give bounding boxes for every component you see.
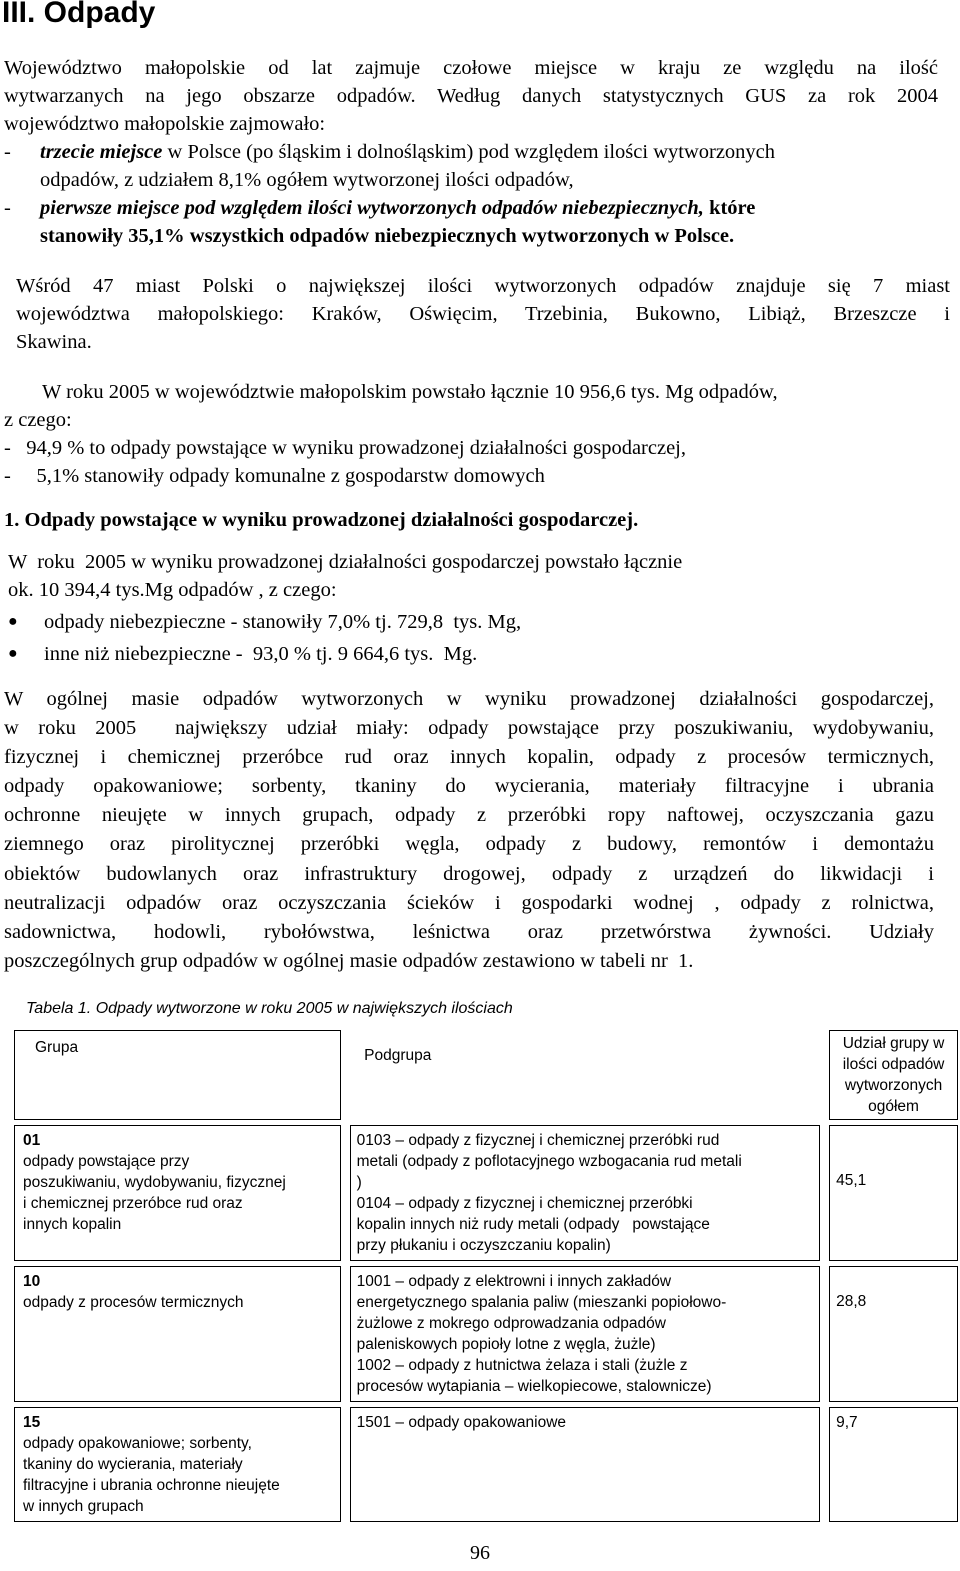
overall-paragraph — [4, 685, 934, 976]
overall-line: obiektów budowlanych oraz infrastruktury drogowej, odpady z urządzeń do likwidacji i — [4, 862, 934, 885]
group-code: 15 — [23, 1414, 41, 1431]
share-cell — [830, 1267, 958, 1402]
overall-line: ochronne nieujęte w innych grupach, odpady z przeróbki ropy naftowej, oczyszczania gazu — [4, 804, 934, 827]
year-2005-paragraph — [4, 378, 944, 490]
rank-item-third-text — [40, 138, 775, 166]
header-subgroup — [350, 1031, 820, 1120]
header-share — [830, 1031, 958, 1120]
group-line: odpady opakowaniowe; sorbenty, — [23, 1435, 252, 1452]
subgroup-line: 0103 – odpady z fizycznej i chemicznej przeróbki rud — [356, 1132, 720, 1149]
subgroup-line: energetycznego spalania paliw (mieszanki popiołowo- — [356, 1294, 727, 1311]
header-group — [15, 1031, 341, 1120]
group-line: i chemicznej przeróbce rud oraz — [23, 1195, 243, 1212]
subgroup-line: żużlowe z mokrego odprowadzania odpadów — [356, 1315, 666, 1332]
subgroup-line: metali (odpady z poflotacyjnego wzbogacania rud metali — [356, 1153, 742, 1170]
bullet-text: inne niż niebezpieczne - 93,0 % tj. 9 664,6 tys. Mg. — [44, 643, 478, 665]
year-2005-item: - 5,1% stanowiły odpady komunalne z gospodarstw domowych — [4, 465, 545, 487]
intro-paragraph — [4, 54, 938, 138]
section1-paragraph — [8, 548, 908, 604]
rank-item-first-text — [40, 194, 755, 222]
bullet-icon: ● — [8, 645, 18, 662]
subgroup-line: 1001 – odpady z elektrowni i innych zakładów — [356, 1273, 672, 1290]
group-line: innych kopalin — [23, 1216, 122, 1233]
section1-line: W roku 2005 w wyniku prowadzonej działalności gospodarczej powstało łącznie — [8, 551, 683, 573]
table-row — [15, 1408, 958, 1522]
group-line: poszukiwaniu, wydobywaniu, fizycznej — [23, 1174, 286, 1191]
group-code: 01 — [23, 1132, 41, 1149]
group-cell — [15, 1408, 341, 1522]
rank-first-rest: które — [703, 197, 756, 219]
subgroup-line: 1501 – odpady opakowaniowe — [356, 1414, 567, 1431]
rank-first-line2: stanowiły 35,1% wszystkich odpadów niebezpiecznych wytworzonych w Polsce. — [40, 225, 735, 247]
rank-third-rest: w Polsce (po śląskim i dolnośląskim) pod względem ilości wytworzonych — [162, 141, 776, 163]
rank-item-first — [4, 194, 938, 250]
year-2005-item: - 94,9 % to odpady powstające w wyniku prowadzonej działalności gospodarczej, — [4, 437, 686, 459]
group-line: tkaniny do wycierania, materiały — [23, 1456, 243, 1473]
list-item — [0, 608, 900, 640]
subgroup-line: 1002 – odpady z hutnictwa żelaza i stali (żużle z — [356, 1357, 688, 1374]
overall-line: W ogólnej masie odpadów wytworzonych w wyniku prowadzonej działalności gospodarczej, — [4, 688, 934, 710]
intro-line: województwo małopolskie zajmowało: — [4, 113, 326, 135]
group-line: odpady powstające przy — [23, 1153, 190, 1170]
subgroup-line: 0104 – odpady z fizycznej i chemicznej przeróbki — [356, 1195, 693, 1212]
group-line: w innych grupach — [23, 1498, 144, 1515]
overall-line: fizycznej i chemicznej przeróbce rud oraz innych kopalin, odpady z procesów termicznych, — [4, 746, 934, 769]
share-value: 9,7 — [836, 1414, 858, 1431]
intro-line: wytwarzanych na jego obszarze odpadów. Według danych statystycznych GUS za rok 2004 — [4, 85, 938, 107]
overall-line: ziemnego oraz pirolitycznej przeróbki węgla, odpady z budowy, remontów i demontażu — [4, 833, 934, 856]
rank-third-em: trzecie miejsce — [40, 141, 163, 163]
year-2005-line: z czego: — [4, 409, 72, 431]
subgroup-cell — [350, 1126, 820, 1261]
cities-line: województwa małopolskiego: Kraków, Oświęcim, Trzebinia, Bukowno, Libiąż, Brzeszcze i — [16, 303, 950, 325]
bullet-text: odpady niebezpieczne - stanowiły 7,0% tj. 729,8 tys. Mg, — [44, 611, 522, 633]
list-dash: - — [4, 197, 11, 219]
rank-first-em: pierwsze miejsce pod względem ilości wytworzonych odpadów niebezpiecznych, — [40, 197, 704, 219]
list-dash: - — [4, 141, 11, 163]
rank-third-line2: odpadów, z udziałem 8,1% ogółem wytworzonej ilości odpadów, — [40, 169, 574, 191]
share-cell — [830, 1408, 958, 1522]
share-cell — [830, 1126, 958, 1261]
subgroup-line: procesów wytapiania – wielkopiecowe, stalownicze) — [356, 1378, 712, 1395]
page-number: 96 — [470, 1542, 490, 1564]
waste-table — [14, 1030, 958, 1522]
overall-line: odpady opakowaniowe; sorbenty, tkaniny do wycierania, materiały filtracyjne i ubrania — [4, 775, 934, 798]
rank-list — [4, 138, 938, 250]
header-group-label: Grupa — [35, 1039, 79, 1056]
overall-line: w roku 2005 największy udział miały: odpady powstające przy poszukiwaniu, wydobywaniu, — [4, 717, 934, 740]
bullet-icon: ● — [8, 613, 18, 630]
cities-paragraph — [16, 272, 950, 356]
group-cell — [15, 1267, 341, 1402]
subgroup-line: paleniskowych popioły lotne z węgla, żużle) — [356, 1336, 656, 1353]
section1-bullets — [0, 608, 900, 672]
share-value: 28,8 — [836, 1293, 867, 1310]
rank-item-third — [4, 138, 938, 194]
year-2005-line: W roku 2005 w województwie małopolskim powstało łącznie 10 956,6 tys. Mg odpadów, — [42, 381, 778, 403]
intro-line: Województwo małopolskie od lat zajmuje czołowe miejsce w kraju ze względu na ilość — [4, 57, 938, 79]
overall-line: sadownictwa, hodowli, rybołówstwa, leśnictwa oraz przetwórstwa żywności. Udziały — [4, 920, 934, 943]
cities-line: Skawina. — [16, 331, 92, 353]
group-line: odpady z procesów termicznych — [23, 1294, 244, 1311]
header-share-line: ilości odpadów — [842, 1056, 945, 1073]
header-share-line: ogółem — [868, 1098, 919, 1115]
overall-line: neutralizacji odpadów oraz oczyszczania ścieków i gospodarki wodnej , odpady z rolnictwa, — [4, 891, 934, 914]
overall-line: poszczególnych grup odpadów w ogólnej masie odpadów zestawiono w tabeli nr 1. — [4, 949, 694, 972]
header-subgroup-label: Podgrupa — [364, 1046, 432, 1064]
section-title: 1. Odpady powstające w wyniku prowadzonej działalności gospodarczej. — [4, 509, 639, 531]
table-row — [15, 1126, 958, 1261]
share-value: 45,1 — [836, 1172, 867, 1189]
page-title: III. Odpady — [2, 0, 156, 29]
section1-line: ok. 10 394,4 tys.Mg odpadów , z czego: — [8, 579, 337, 601]
table-header-row — [15, 1031, 958, 1120]
table-row — [15, 1267, 958, 1402]
subgroup-cell — [350, 1408, 820, 1522]
subgroup-line: kopalin innych niż rudy metali (odpady powstające — [356, 1216, 710, 1233]
list-item — [0, 640, 900, 672]
subgroup-line: ) — [356, 1174, 362, 1191]
subgroup-line: przy płukaniu i oczyszczaniu kopalin) — [356, 1237, 611, 1254]
table-caption: Tabela 1. Odpady wytworzone w roku 2005 w największych ilościach — [26, 1000, 513, 1017]
header-share-line: Udział grupy w — [842, 1035, 945, 1052]
group-line: filtracyjne i ubrania ochronne nieujęte — [23, 1477, 280, 1494]
header-share-line: wytworzonych — [844, 1077, 943, 1094]
group-cell — [15, 1126, 341, 1261]
cities-line: Wśród 47 miast Polski o największej ilości wytworzonych odpadów znajduje się 7 miast — [16, 275, 950, 297]
subgroup-cell — [350, 1267, 820, 1402]
group-code: 10 — [23, 1273, 41, 1290]
